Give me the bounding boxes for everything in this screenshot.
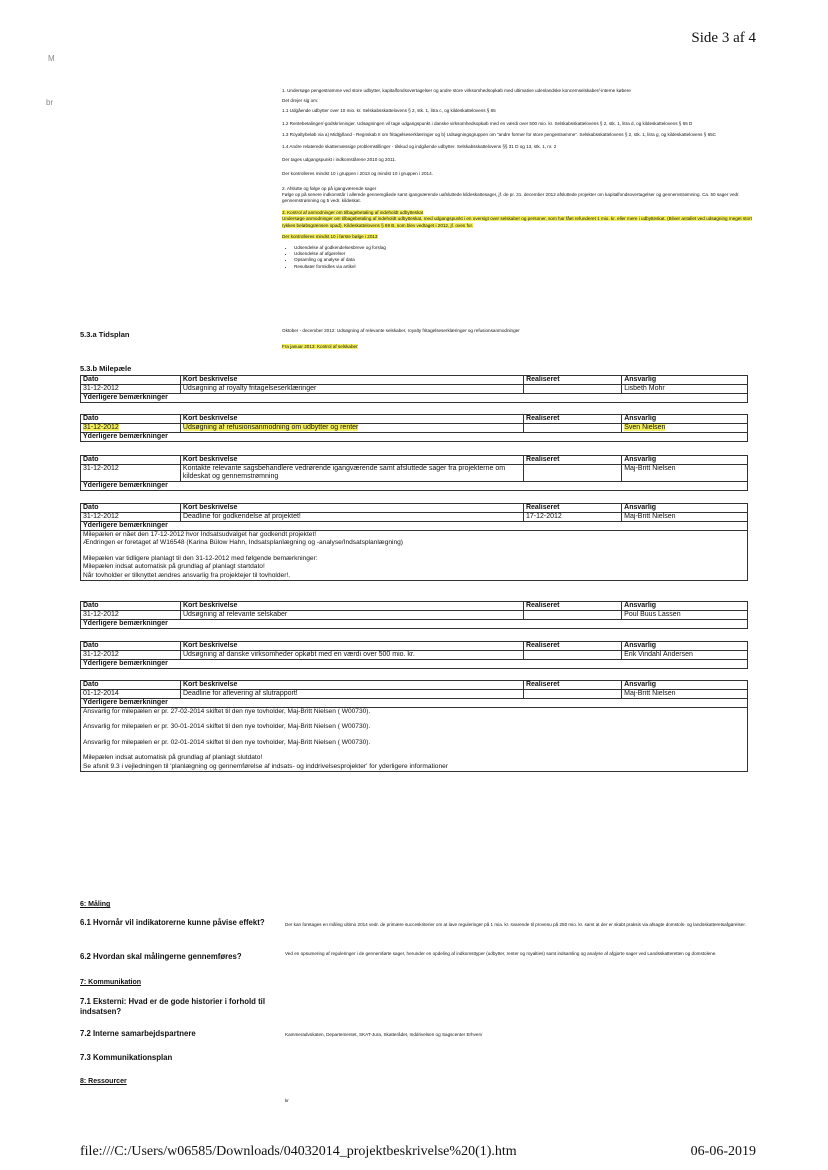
- row-ansv: Erik Vindahl Andersen: [622, 651, 748, 660]
- kommunikation-q2: 7.2 Interne samarbejdspartnere: [80, 1029, 196, 1038]
- intro-p2: Det drejer sig om:: [282, 98, 319, 104]
- col-dato: Dato: [81, 456, 181, 465]
- intro-p10: Følge op på senere indkomstår i allerede gennemgåede samt igangværende uafsluttede kildeskattesager, jf. de pr. 31. december 2012 afsluttede projekter om kapitalfondsovertagelser og gennemstrømning. Ca. 50 sager vedr. gennemstrømning og 5 vedr. kildeskat.: [282, 191, 740, 204]
- col-kort: Kort beskrivelse: [180, 456, 523, 465]
- note-line: Ansvarlig for milepælen er pr. 30-01-2014 skiftet til den nye tovholder, Maj-Britt Nielsen ( W00730).: [83, 723, 371, 731]
- row-real: [524, 465, 622, 482]
- row-kort: Deadline for godkendelse af projektet!: [180, 513, 523, 522]
- milestone-table: [80, 414, 748, 442]
- kommunikation-a2: Kammeradvokaten, Departementet, SKAT-Jura, Skatterådet, Inddrivelsen og Sagscenter Erhverv: [285, 1032, 483, 1037]
- intro-p7: Der tages udgangspunkt i indkomstårene 2010 og 2011.: [282, 157, 397, 163]
- col-dato: Dato: [81, 504, 181, 513]
- table-row: [81, 465, 748, 482]
- col-dato: Dato: [81, 602, 181, 611]
- col-ansvarlig: Ansvarlig: [622, 504, 748, 513]
- kommunikation-heading: 7: Kommunikation: [80, 979, 142, 986]
- row-dato: 01-12-2014: [81, 690, 181, 699]
- col-realiseret: Realiseret: [523, 681, 621, 690]
- footer-date: 06-06-2019: [690, 1144, 756, 1159]
- row-real: [524, 385, 622, 394]
- row-ansv: Maj-Britt Nielsen: [622, 690, 748, 699]
- notes-label: Yderligere bemærkninger: [81, 433, 748, 442]
- row-real: [523, 651, 621, 660]
- col-ansvarlig: Ansvarlig: [622, 456, 748, 465]
- col-ansvarlig: Ansvarlig: [622, 602, 748, 611]
- intro-p8: Der kontrolleres mindst 10 i gruppen i 2013 og mindst 10 i gruppen i 2014.: [282, 171, 433, 177]
- col-ansvarlig: Ansvarlig: [622, 642, 748, 651]
- row-dato: 31-12-2012: [81, 651, 181, 660]
- milestone-table: [80, 455, 748, 491]
- row-extra-notes: [81, 531, 748, 581]
- margin-mark: br: [46, 98, 54, 107]
- notes-label: Yderligere bemærkninger: [81, 620, 748, 629]
- intro-p12: Undersøge anmodninger om tilbagebetaling af indeholdt udbytteskat, med udgangspunkt i en oversigt over selskaber og personer, som har fået refunderet 1 mio. kr. eller mere i udbytteskat. (Bliver antallet ved udsøgning meget stort rykkes beløbsgrænsen opad). Kildeskattelovens § 69 B, som blev vedtaget i 2012, jf. oven for.: [282, 216, 752, 228]
- milestone-table: [80, 680, 748, 772]
- milepaele-label: 5.3.b Milepæle: [80, 364, 132, 373]
- col-ansvarlig: Ansvarlig: [622, 681, 748, 690]
- notes-label: Yderligere bemærkninger: [81, 394, 748, 403]
- maaling-q1: 6.1 Hvornår vil indikatorerne kunne påvise effekt?: [80, 918, 265, 927]
- row-dato: 31-12-2012: [81, 465, 181, 482]
- tidsplan-line1: Oktober - december 2012: Udsøgning af relevante selskaber, royalty fritagelseserklæringer og refusionsanmodninger: [282, 328, 520, 333]
- row-dato: 31-12-2012: [81, 513, 181, 522]
- row-ansv: Maj-Britt Nielsen: [622, 513, 748, 522]
- milestone-table: [80, 503, 748, 581]
- col-kort: Kort beskrivelse: [180, 642, 523, 651]
- table-row: [81, 651, 748, 660]
- row-kort: Udsøgning af refusionsanmodning om udbytter og renter: [182, 424, 359, 431]
- maaling-heading: 6: Måling: [80, 901, 111, 908]
- col-ansvarlig: Ansvarlig: [622, 415, 748, 424]
- list-item: • Udsendelse af godkendelsesbreve og forslag: [294, 245, 752, 251]
- row-kort: Kontakte relevante sagsbehandlere vedrørende igangværende samt afsluttede sager fra projekterne om kildeskat og gennemstrømning: [180, 465, 523, 482]
- note-line: Milepælen indsat automatisk på grundlag af planlagt slutdato!: [83, 754, 263, 762]
- row-kort: Deadline for aflevering af slutrapport!: [180, 690, 523, 699]
- list-item: • Udsendelse af afgørelser: [294, 251, 752, 257]
- row-real: [523, 611, 621, 620]
- page-number: Side 3 af 4: [691, 30, 756, 46]
- row-ansv: Maj-Britt Nielsen: [622, 465, 748, 482]
- note-line: Ansvarlig for milepælen er pr. 27-02-2014 skiftet til den nye tovholder, Maj-Britt Nielsen ( W00730).: [83, 708, 371, 715]
- note-line: Når tovholder er tilknyttet ændres ansvarlig fra projektejer til tovholder!.: [83, 571, 291, 579]
- row-kort: Udsøgning af danske virksomheder opkøbt med en værdi over 500 mio. kr.: [180, 651, 523, 660]
- row-kort: Udsøgning af relevante selskaber: [180, 611, 523, 620]
- intro-p3: 1.1 Udgående udbytter over 10 mio. kr. Selskabsskattelovens § 2, stk. 1, litra c, og kildeskattelovens § 65: [282, 108, 496, 114]
- tidsplan-line2: Fra januar 2013: Kontrol af selskaber: [282, 344, 358, 349]
- list-item: • Opsamling og analyse af data: [294, 257, 752, 263]
- intro-p13: Der kontrolleres mindst 10 i første bølge i 2013: [282, 233, 378, 239]
- col-kort: Kort beskrivelse: [180, 415, 523, 424]
- row-ansv: Sven Nielsen: [624, 424, 666, 431]
- maaling-q2: 6.2 Hvordan skal målingerne gennemføres?: [80, 952, 242, 961]
- col-realiseret: Realiseret: [524, 415, 622, 424]
- kommunikation-q1: 7.1 Eksterni: Hvad er de gode historier i forhold til indsatsen?: [80, 997, 265, 1016]
- col-realiseret: Realiseret: [524, 376, 622, 385]
- row-real: [524, 424, 622, 433]
- note-line: Ændringen er foretaget af W16548 (Karina Bülow Hahn, Indsatsplanlægning og -analyse/Indsatsplanlægning): [83, 539, 403, 547]
- note-line: Milepælen er nået den 17-12-2012 hvor Indsatsudvalget har godkendt projektet!: [83, 531, 317, 538]
- tidsplan-label: 5.3.a Tidsplan: [80, 330, 130, 339]
- col-kort: Kort beskrivelse: [180, 681, 523, 690]
- col-dato: Dato: [81, 415, 181, 424]
- row-ansv: Poul Buus Lassen: [622, 611, 748, 620]
- notes-label: Yderligere bemærkninger: [81, 482, 748, 491]
- row-dato: 31-12-2012: [83, 424, 119, 431]
- row-kort: Udsøgning af royalty fritagelseserklæringer: [180, 385, 523, 394]
- intro-p4: 1.2 Rentebetalinger/-godskrivninger. Udsøgningen vil tage udgangspunkt i danske virksomhedsopkøb med en værdi over 500 mio. kr. Selskabsskattelovens § 2, stk. 1, litra d, og kildeskattelovens § 65 D: [282, 120, 693, 126]
- row-dato: 31-12-2012: [81, 385, 181, 394]
- milestone-table: [80, 601, 748, 629]
- col-kort: Kort beskrivelse: [180, 376, 523, 385]
- col-kort: Kort beskrivelse: [180, 504, 523, 513]
- kommunikation-q3: 7.3 Kommunikationsplan: [80, 1053, 173, 1062]
- note-line: Milepælen var tidligere planlagt til den 31-12-2012 med følgende bemærkninger:: [83, 554, 318, 562]
- table-row: [81, 611, 748, 620]
- col-dato: Dato: [81, 376, 181, 385]
- intro-p11: 3. Kontrol af anmodninger om tilbagebetaling af indeholdt udbytteskat: [282, 210, 424, 216]
- intro-text: [282, 88, 752, 270]
- footer-file-path: file:///C:/Users/w06585/Downloads/04032014_projektbeskrivelse%20(1).htm: [80, 1144, 517, 1159]
- col-realiseret: Realiseret: [524, 456, 622, 465]
- maaling-a1: Der kan foretages en måling ultimo 2014 vedr. de primære succeskriterier om at lave reguleringer på 1 mia. kr. svarende til provenu på 250 mio. kr. samt at der er skabt praksis via afsagte domstols- og landsskatteretsafgørelser.: [285, 922, 746, 927]
- note-line: Ansvarlig for milepælen er pr. 02-01-2014 skiftet til den nye tovholder, Maj-Britt Nielsen ( W00730).: [83, 738, 371, 746]
- margin-mark: M: [48, 54, 55, 63]
- note-line: Milepælen indsat automatisk på grundlag af planlagt startdato!: [83, 563, 265, 571]
- intro-p5: 1.3 Royaltybeløb via a) Midtjylland - Regnskab II om fritagelseserklæringer og b) Udsøgningsgruppen om "andre former for store pengestrømme". Selskabsskattelovens § 2, stk. 1, litra g, og kildeskattelovens § 65C: [282, 131, 716, 137]
- col-kort: Kort beskrivelse: [180, 602, 523, 611]
- notes-label: Yderligere bemærkninger: [81, 699, 748, 708]
- col-realiseret: Realiseret: [523, 602, 621, 611]
- col-realiseret: Realiseret: [523, 504, 621, 513]
- intro-p9: 2. Afslutte og følge op på igangværende sager: [282, 185, 377, 191]
- ressourcer-heading: 8: Ressourcer: [80, 1078, 127, 1085]
- col-ansvarlig: Ansvarlig: [622, 376, 748, 385]
- intro-bullets: [282, 245, 752, 270]
- milestone-table: [80, 375, 748, 403]
- notes-label: Yderligere bemærkninger: [81, 522, 748, 531]
- intro-p6: 1.4 Andre relaterede skattemæssige problemstillinger - tilskud og indgående udbytter. Selskabsskattelovens §§ 31 D og 13, stk. 1, nr. 2: [282, 144, 557, 150]
- row-dato: 31-12-2012: [81, 611, 181, 620]
- row-real: [523, 690, 621, 699]
- table-row: [81, 690, 748, 699]
- table-row: [81, 424, 748, 433]
- table-row: [81, 385, 748, 394]
- ressourcer-value: kr: [285, 1098, 289, 1103]
- table-row: [81, 513, 748, 522]
- col-dato: Dato: [81, 681, 181, 690]
- row-ansv: Lisbeth Mohr: [622, 385, 748, 394]
- note-line: Se afsnit 9.3 i vejledningen til 'planlægning og gennemførelse af indsats- og inddrivelsesprojekter' for yderligere informationer: [83, 762, 449, 770]
- col-realiseret: Realiseret: [523, 642, 621, 651]
- maaling-a2: Ved en opsumering af reguleringer i de gennemførte sager, herunder en opdeling af indkomsttyper (udbytter, renter og royalties) samt indsamling og analyse af afgjorte sager ved Landsskatteretten og domstolene.: [285, 951, 717, 956]
- notes-label: Yderligere bemærkninger: [81, 660, 748, 669]
- milestone-table: [80, 641, 748, 669]
- list-item: • Resultater formidles via artikel: [294, 264, 752, 270]
- row-real: 17-12-2012: [523, 513, 621, 522]
- col-dato: Dato: [81, 642, 181, 651]
- row-extra-notes: [81, 708, 748, 772]
- intro-p1: 1. Undersøge pengestrømme ved store udbytter, kapitalfondsovertagelser og andre store virksomhedsopkøb med ultimative udenlandske koncernselskaber/-interne købere: [282, 88, 631, 93]
